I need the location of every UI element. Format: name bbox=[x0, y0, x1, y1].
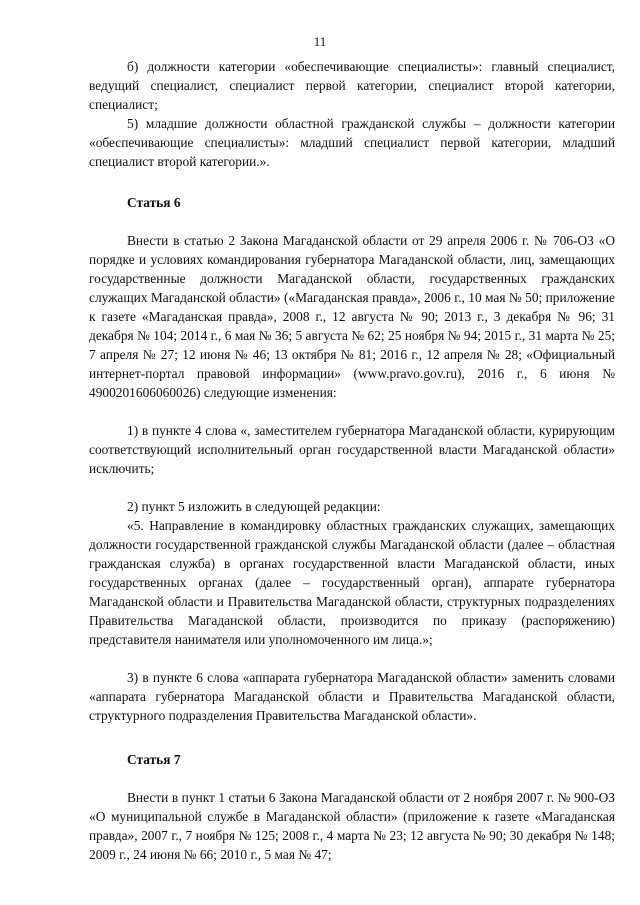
paragraph-b-supporting-specialists: б) должности категории «обеспечивающие специалисты»: главный специалист, ведущий специалист, специалист первой категории, специалист второй категории, специалист; bbox=[89, 59, 615, 112]
page-number: 11 bbox=[313, 34, 327, 49]
article-6-intro: Внести в статью 2 Закона Магаданской области от 29 апреля 2006 г. № 706-ОЗ «О порядке и условиях командирования губернатора Магаданской области, лиц, замещающих государственные должности Магаданской области, государственных гражданских служащих Магаданской области» («Магаданская правда», 2006 г., 10 мая № 50; приложение к газете «Магаданская правда», 2008 г., 12 августа № 90; 2013 г., 3 декабря № 96; 31 декабря № 104; 2014 г., 6 мая № 36; 5 августа № 62; 25 ноября № 94; 2015 г., 31 марта № 25; 7 апреля № 27; 12 июня № 46; 13 октября № 81; 2016 г., 12 апреля № 28; «Официальный интернет-портал правовой информации» (www.pravo.gov.ru), 2016 г., 6 июня № 4900201606060026) следующие изменения: bbox=[89, 233, 615, 400]
article-6-item-1: 1) в пункте 4 слова «, заместителем губернатора Магаданской области, курирующим соответствующий исполнительный орган государственной власти Магаданской области» исключить; bbox=[89, 423, 615, 476]
article-6-item-2-new-text: «5. Направление в командировку областных гражданских служащих, замещающих должности государственной гражданской службы Магаданской области (далее – областная гражданская служба) в органах государственной власти Магаданской области, иных государственных органах (далее – государственный орган), аппарате губернатора Магаданской области и Правительства Магаданской области, структурных подразделениях Правительства Магаданской области, производится по приказу (распоряжению) представителя нанимателя или уполномоченного им лица.»; bbox=[89, 518, 615, 647]
document-body bbox=[89, 57, 615, 864]
article-6-item-3: 3) в пункте 6 слова «аппарата губернатора Магаданской области» заменить словами «аппарата губернатора Магаданской области и Правительства Магаданской области, структурного подразделения Правительства Магаданской области». bbox=[89, 670, 615, 723]
article-6-heading: Статья 6 bbox=[127, 195, 181, 210]
article-7-heading: Статья 7 bbox=[127, 752, 181, 767]
paragraph-5-junior-positions: 5) младшие должности областной гражданской службы – должности категории «обеспечивающие специалисты»: младший специалист первой категории, младший специалист второй категории.». bbox=[89, 116, 615, 169]
article-6-item-2: 2) пункт 5 изложить в следующей редакции: bbox=[127, 499, 381, 514]
article-7-intro: Внести в пункт 1 статьи 6 Закона Магаданской области от 2 ноября 2007 г. № 900-ОЗ «О муниципальной службе в Магаданской области» (приложение к газете «Магаданская правда», 2007 г., 7 ноября № 125; 2008 г., 4 марта № 23; 12 августа № 90; 30 декабря № 148; 2009 г., 24 июня № 66; 2010 г., 5 мая № 47; bbox=[89, 790, 615, 862]
